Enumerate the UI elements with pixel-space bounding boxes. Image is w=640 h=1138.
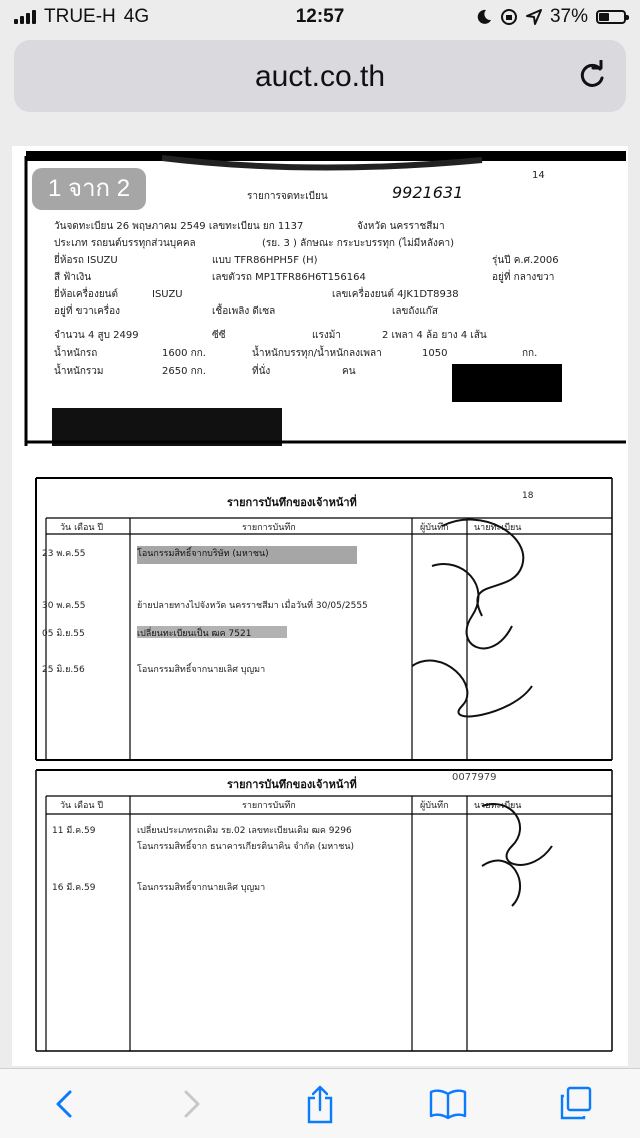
reload-icon[interactable] (576, 60, 608, 92)
svg-text:23 พ.ค.55: 23 พ.ค.55 (42, 549, 86, 559)
svg-text:30 พ.ค.55: 30 พ.ค.55 (42, 601, 86, 611)
status-right (476, 6, 626, 28)
svg-text:วัน เดือน ปี: วัน เดือน ปี (60, 523, 104, 533)
svg-text:0077979: 0077979 (452, 772, 497, 783)
address-bar[interactable] (14, 40, 626, 112)
svg-text:ผู้บันทึก: ผู้บันทึก (420, 801, 449, 811)
svg-text:16 มี.ค.59: 16 มี.ค.59 (52, 883, 96, 893)
svg-text:นายทะเบียน: นายทะเบียน (474, 523, 522, 533)
svg-text:ผู้บันทึก: ผู้บันทึก (420, 523, 449, 533)
svg-text:วันจดทะเบียน 26 พฤษภาคม 2549 เ: วันจดทะเบียน 26 พฤษภาคม 2549 เลขทะเบียน ยก 1137 (54, 221, 304, 232)
svg-text:แบบ TFR86HPH5F (H): แบบ TFR86HPH5F (H) (212, 255, 318, 266)
svg-text:18: 18 (522, 491, 534, 501)
svg-text:ย้ายปลายทางไปจังหวัด นครราชสีม: ย้ายปลายทางไปจังหวัด นครราชสีมา เมื่อวันที่ 30/05/2555 (137, 601, 368, 611)
svg-text:โอนกรรมสิทธิ์จาก ธนาคารเกียรติ: โอนกรรมสิทธิ์จาก ธนาคารเกียรตินาคิน จำกัด (มหาชน) (137, 842, 355, 852)
svg-text:อยู่ที่ กลางขวา: อยู่ที่ กลางขวา (492, 272, 555, 283)
svg-text:รุ่นปี ค.ศ.2006: รุ่นปี ค.ศ.2006 (492, 255, 559, 266)
signal-icon (14, 10, 36, 24)
carrier-label: TRUE-H (44, 6, 116, 27)
scanned-document-image (12, 146, 628, 1066)
forward-icon (180, 1088, 204, 1120)
battery-percent: 37% (549, 6, 588, 27)
browser-toolbar (0, 1068, 640, 1138)
orientation-lock-icon (500, 8, 518, 26)
svg-text:ยี่ห้อเครื่องยนต์: ยี่ห้อเครื่องยนต์ (54, 289, 119, 300)
svg-text:เลขเครื่องยนต์ 4JK1DT8938: เลขเครื่องยนต์ 4JK1DT8938 (332, 289, 459, 300)
clock: 12:57 (295, 6, 345, 27)
tabs-icon (558, 1086, 594, 1122)
svg-text:วัน เดือน ปี: วัน เดือน ปี (60, 801, 104, 811)
back-icon (52, 1088, 76, 1120)
svg-text:โอนกรรมสิทธิ์จากนายเลิศ บุญมา: โอนกรรมสิทธิ์จากนายเลิศ บุญมา (137, 883, 266, 893)
document-viewer[interactable] (12, 146, 628, 1066)
svg-text:รายการบันทึก: รายการบันทึก (242, 801, 296, 811)
network-label: 4G (123, 6, 150, 27)
svg-text:น้ำหนักรวม: น้ำหนักรวม (54, 366, 104, 377)
svg-text:ที่นั่ง: ที่นั่ง (252, 366, 271, 377)
moon-icon (476, 9, 492, 25)
svg-text:รายการบันทึกของเจ้าหน้าที่: รายการบันทึกของเจ้าหน้าที่ (227, 778, 357, 791)
share-icon (304, 1084, 336, 1124)
svg-text:9921631: 9921631 (392, 183, 464, 202)
svg-text:1600 กก.: 1600 กก. (162, 348, 206, 359)
forward-button[interactable] (170, 1082, 214, 1126)
svg-text:จำนวน 4 สูบ 2499: จำนวน 4 สูบ 2499 (54, 330, 139, 341)
svg-text:รายการจดทะเบียน: รายการจดทะเบียน (247, 191, 328, 202)
svg-text:11 มี.ค.59: 11 มี.ค.59 (52, 826, 96, 836)
share-button[interactable] (298, 1082, 342, 1126)
url-text[interactable]: auct.co.th (254, 60, 386, 93)
status-left (14, 6, 149, 28)
svg-text:ISUZU: ISUZU (152, 289, 183, 300)
svg-text:โอนกรรมสิทธิ์จากนายเลิศ บุญมา: โอนกรรมสิทธิ์จากนายเลิศ บุญมา (137, 665, 266, 675)
status-bar (0, 0, 640, 34)
bookmarks-icon (428, 1088, 468, 1120)
svg-text:เลขถังแก๊ส: เลขถังแก๊ส (392, 306, 438, 317)
svg-text:1050: 1050 (422, 348, 448, 359)
svg-text:(รย. 3 ) ลักษณะ กระบะบรรทุก (ไ: (รย. 3 ) ลักษณะ กระบะบรรทุก (ไม่มีหลังคา) (262, 238, 455, 249)
svg-text:นายทะเบียน: นายทะเบียน (474, 801, 522, 811)
svg-text:สี ฟ้าเงิน: สี ฟ้าเงิน (54, 272, 92, 283)
svg-text:รายการบันทึกของเจ้าหน้าที่: รายการบันทึกของเจ้าหน้าที่ (227, 496, 357, 509)
back-button[interactable] (42, 1082, 86, 1126)
svg-text:อยู่ที่ ขวาเครื่อง: อยู่ที่ ขวาเครื่อง (54, 306, 121, 317)
battery-fill (599, 13, 609, 21)
svg-text:เลขตัวรถ MP1TFR86H6T156164: เลขตัวรถ MP1TFR86H6T156164 (212, 272, 366, 283)
location-icon (526, 9, 542, 25)
svg-text:รายการบันทึก: รายการบันทึก (242, 523, 296, 533)
svg-text:แรงม้า: แรงม้า (312, 330, 341, 341)
tabs-button[interactable] (554, 1082, 598, 1126)
page-indicator: 1 จาก 2 (32, 168, 146, 210)
svg-text:ยี่ห้อรถ ISUZU: ยี่ห้อรถ ISUZU (54, 255, 118, 266)
svg-text:จังหวัด นครราชสีมา: จังหวัด นครราชสีมา (357, 221, 445, 232)
bookmarks-button[interactable] (426, 1082, 470, 1126)
svg-text:กก.: กก. (522, 348, 538, 359)
svg-text:2 เพลา 4 ล้อ ยาง 4 เส้น: 2 เพลา 4 ล้อ ยาง 4 เส้น (382, 330, 487, 341)
svg-text:คน: คน (342, 366, 356, 377)
svg-text:น้ำหนักบรรทุก/น้ำหนักลงเพลา: น้ำหนักบรรทุก/น้ำหนักลงเพลา (252, 348, 382, 359)
svg-text:ประเภท รถยนต์บรรทุกส่วนบุคคล: ประเภท รถยนต์บรรทุกส่วนบุคคล (54, 238, 196, 249)
svg-text:น้ำหนักรถ: น้ำหนักรถ (54, 348, 98, 359)
svg-text:เชื้อเพลิง ดีเซล: เชื้อเพลิง ดีเซล (212, 306, 276, 317)
svg-text:ซีซี: ซีซี (212, 330, 226, 341)
svg-text:25 มิ.ย.56: 25 มิ.ย.56 (42, 665, 85, 675)
svg-text:เปลี่ยนประเภทรถเดิม รย.02 เลขท: เปลี่ยนประเภทรถเดิม รย.02 เลขทะเบียนเดิม ฒค 9296 (137, 826, 352, 836)
svg-text:2650 กก.: 2650 กก. (162, 366, 206, 377)
battery-icon (596, 10, 626, 24)
svg-text:14: 14 (532, 170, 545, 181)
svg-text:05 มิ.ย.55: 05 มิ.ย.55 (42, 629, 85, 639)
